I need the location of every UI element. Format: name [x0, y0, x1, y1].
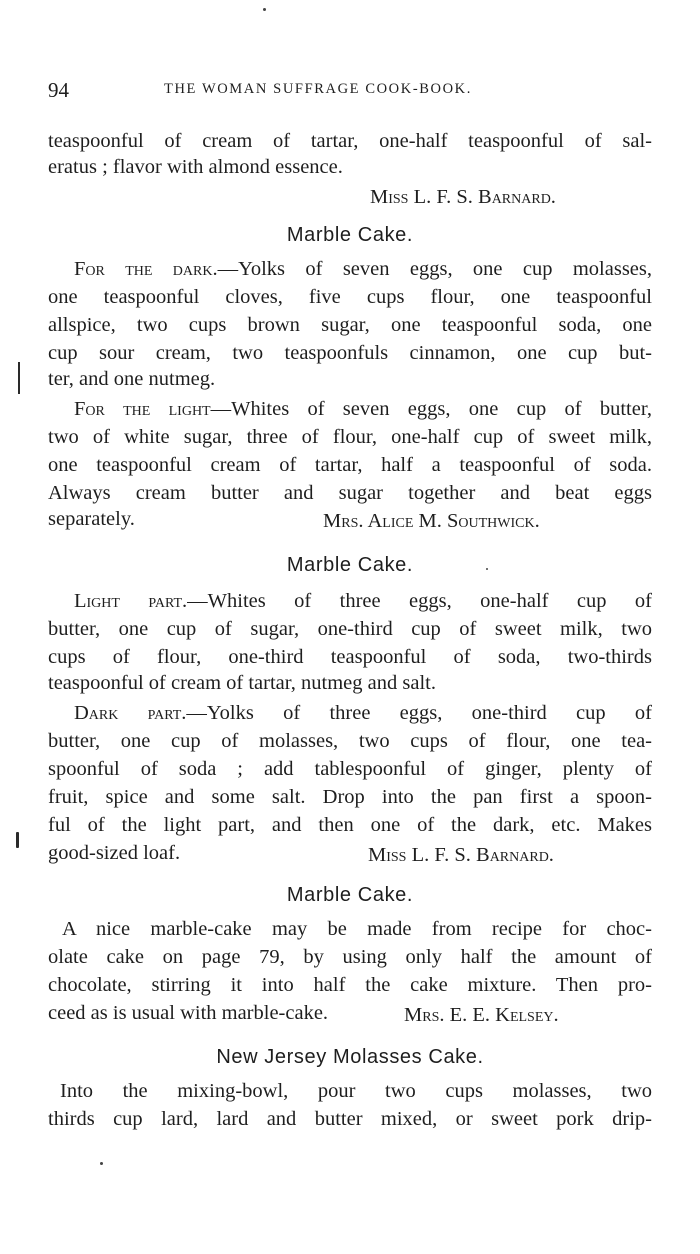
- recipe-title: Marble Cake.: [286, 224, 414, 246]
- paragraph-text: —Whites of seven eggs, one cup of butter,: [210, 398, 652, 420]
- recipe-author: Miss L. F. S. Barnard.: [368, 844, 554, 866]
- recipe-title: Marble Cake.: [286, 884, 414, 906]
- paragraph-text: —Yolks of seven eggs, one cup molasses,: [217, 258, 652, 280]
- body-line: ceed as is usual with marble-cake.: [48, 1002, 329, 1024]
- recipe-author: Mrs. Alice M. Southwick.: [323, 510, 540, 532]
- paragraph-lead: For the dark.: [74, 258, 218, 280]
- paragraph-lead: Dark part.: [74, 702, 187, 724]
- body-line: [74, 700, 652, 726]
- margin-mark: [16, 832, 19, 848]
- page-number: 94: [48, 78, 69, 102]
- book-title: THE WOMAN SUFFRAGE COOK-BOOK.: [164, 81, 472, 97]
- margin-mark: [18, 362, 20, 394]
- body-line: butter, one cup of molasses, two cups of flour, one tea-: [48, 730, 652, 752]
- recipe-title: New Jersey Molasses Cake.: [216, 1046, 484, 1068]
- body-line: ful of the light part, and then one of the dark, etc. Makes: [48, 814, 652, 836]
- body-line: cup sour cream, two teaspoonfuls cinnamon, one cup but-: [48, 342, 652, 364]
- body-line: chocolate, stirring it into half the cake mixture. Then pro-: [48, 974, 652, 996]
- paragraph-lead: For the light: [74, 398, 211, 420]
- running-head: [48, 78, 648, 104]
- body-line: allspice, two cups brown sugar, one teaspoonful soda, one: [48, 314, 652, 336]
- recipe-author: Miss L. F. S. Barnard.: [370, 186, 556, 208]
- paragraph-text: —Whites of three eggs, one-half cup of: [187, 590, 652, 612]
- body-line: thirds cup lard, lard and butter mixed, or sweet pork drip-: [48, 1108, 652, 1130]
- paragraph-text: —Yolks of three eggs, one-third cup of: [186, 702, 652, 724]
- body-line: ter, and one nutmeg.: [48, 368, 216, 390]
- body-line: butter, one cup of sugar, one-third cup of sweet milk, two: [48, 618, 652, 640]
- body-line: Into the mixing-bowl, pour two cups molasses, two: [60, 1080, 652, 1102]
- body-line: teaspoonful of cream of tartar, nutmeg and salt.: [48, 672, 436, 694]
- speck-mark: [263, 8, 266, 11]
- body-line: [74, 396, 652, 422]
- body-line: one teaspoonful cloves, five cups flour, one teaspoonful: [48, 286, 652, 308]
- body-line: good-sized loaf.: [48, 842, 181, 864]
- body-line: Always cream butter and sugar together and beat eggs: [48, 482, 652, 504]
- body-line: A nice marble-cake may be made from recipe for choc-: [62, 918, 652, 940]
- body-line: cups of flour, one-third teaspoonful of soda, two-thirds: [48, 646, 652, 668]
- recipe-author: Mrs. E. E. Kelsey.: [404, 1004, 559, 1026]
- body-line: [74, 256, 652, 282]
- speck-mark: [486, 568, 488, 570]
- body-line: one teaspoonful cream of tartar, half a teaspoonful of soda.: [48, 454, 652, 476]
- body-line: teaspoonful of cream of tartar, one-half teaspoonful of sal-: [48, 130, 652, 152]
- speck-mark: [100, 1162, 103, 1165]
- body-line: spoonful of soda ; add tablespoonful of ginger, plenty of: [48, 758, 652, 780]
- body-line: separately.: [48, 508, 135, 530]
- body-line: olate cake on page 79, by using only half the amount of: [48, 946, 652, 968]
- body-line: fruit, spice and some salt. Drop into the pan first a spoon-: [48, 786, 652, 808]
- body-line: two of white sugar, three of flour, one-half cup of sweet milk,: [48, 426, 652, 448]
- body-line: [74, 588, 652, 614]
- recipe-title: Marble Cake.: [286, 554, 414, 576]
- paragraph-lead: Light part.: [74, 590, 188, 612]
- body-line: eratus ; flavor with almond essence.: [48, 156, 343, 178]
